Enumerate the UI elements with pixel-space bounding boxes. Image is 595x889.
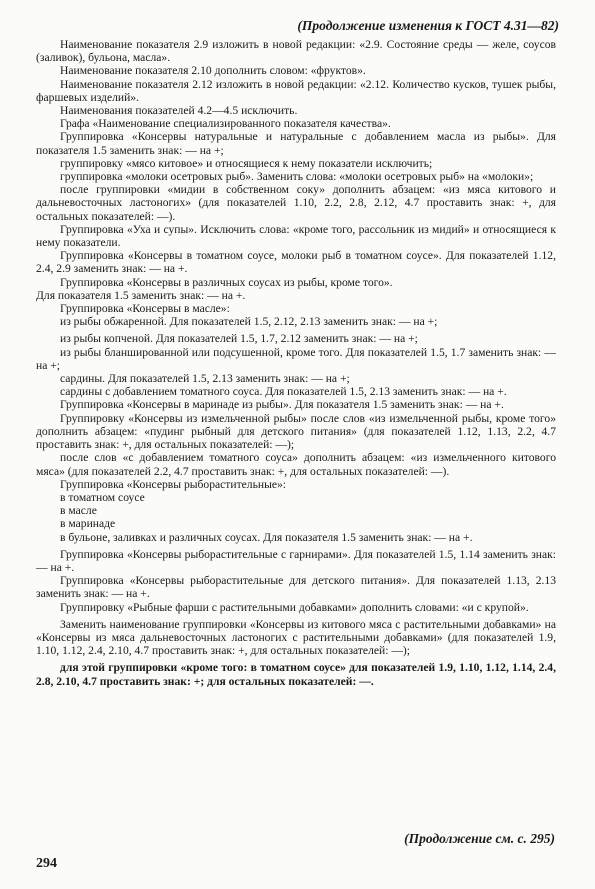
paragraph: Группировка «Консервы натуральные и натуральные с добавлением масла из рыбы». Для показателя 1.5 заменить знак: — на +; xyxy=(36,130,556,157)
paragraph: в маринаде xyxy=(60,517,116,531)
paragraph: Группировку «Консервы из измельченной рыбы» после слов «из измельченной рыбы, кроме того» дополнить абзацем: «пудинг рыбный для детского питания» (для показателей 1.12, 1.13, 2.2, 4.7 проставить знак: +, для остальных показателей: —); xyxy=(36,411,556,452)
paragraph: Наименование показателя 2.10 дополнить словом: «фруктов». xyxy=(60,64,366,78)
paragraph: Группировка «Уха и супы». Исключить слова: «кроме того, рассольник из мидий» и относящиеся к нему показатели. xyxy=(36,222,556,250)
paragraph: Для показателя 1.5 заменить знак: — на +. xyxy=(36,288,246,302)
paragraph: в бульоне, заливках и различных соусах. Для показателя 1.5 заменить знак: — на +. xyxy=(60,530,473,544)
paragraph: сардины. Для показателей 1.5, 2.13 заменить знак: — на +; xyxy=(60,372,350,386)
paragraph: для этой группировки «кроме того: в томатном соусе» для показателей 1.9, 1.10, 1.12, 1.14, 2.4, 2.8, 2.10, 4.7 проставить знак: +; для остальных показателей: —. xyxy=(36,661,556,688)
paragraph: в томатном соусе xyxy=(60,490,145,504)
running-header: (Продолжение изменения к ГОСТ 4.31—82) xyxy=(297,18,559,33)
continuation-note: (Продолжение см. с. 295) xyxy=(404,831,555,846)
paragraph: Группировка «Консервы в томатном соусе, молоки рыб в томатном соусе». Для показателей 1.12, 2.4, 2.9 заменить знак: — на +. xyxy=(36,249,556,276)
paragraph: группировка «молоки осетровых рыб». Заменить слова: «молоки осетровых рыб» на «молоки»; xyxy=(60,170,534,184)
paragraph: Наименование показателя 2.12 изложить в новой редакции: «2.12. Количество кусков, тушек рыбы, фаршевых изделий». xyxy=(36,77,556,104)
paragraph: Группировка «Консервы в маринаде из рыбы». Для показателя 1.5 заменить знак: — на +. xyxy=(60,398,504,412)
paragraph: Группировка «Консервы в различных соусах из рыбы, кроме того». xyxy=(60,275,393,289)
paragraph: из рыбы обжаренной. Для показателей 1.5, 2.12, 2.13 заменить знак: — на +; xyxy=(60,315,438,329)
body-text xyxy=(36,38,556,688)
paragraph: Группировку «Рыбные фарши с растительными добавками» дополнить словами: «и с крупой». xyxy=(60,600,529,614)
paragraph: после слов «с добавлением томатного соуса» дополнить абзацем: «из измельченного китового мяса» (для показателей 2.2, 4.7 проставить знак: +, для остальных показателей: —). xyxy=(36,451,556,478)
paragraph: из рыбы копченой. Для показателей 1.5, 1.7, 2.12 заменить знак: — на +; xyxy=(60,332,418,346)
paragraph: Графа «Наименование специализированного показателя качества». xyxy=(60,117,391,131)
paragraph: в масле xyxy=(60,504,97,518)
paragraph: Наименование показателя 2.9 изложить в новой редакции: «2.9. Состояние среды — желе, соусов (заливок), бульона, масла». xyxy=(36,38,556,65)
paragraph: Заменить наименование группировки «Консервы из китового мяса с растительными добавками» на «Консервы из мяса дальневосточных ластоногих с растительными добавками» (для показателей 1.9, 1.10, 1.12, 2.4, 2.10, 4.7 проставить знак: +, для остальных показателей: —); xyxy=(36,617,556,658)
paragraph: группировку «мясо китовое» и относящиеся к нему показатели исключить; xyxy=(60,156,433,170)
paragraph: Группировка «Консервы рыборастительные с гарнирами». Для показателей 1.5, 1.14 заменить знак: — на +. xyxy=(36,547,556,574)
paragraph: из рыбы бланшированной или подсушенной, кроме того. Для показателей 1.5, 1.7 заменить знак: — на +; xyxy=(36,345,556,372)
paragraph: после группировки «мидии в собственном соку» дополнить абзацем: «из мяса китового и дальневосточных ластоногих» (для показателей 1.10, 2.2, 2.8, 2.12, 4.7 проставить знак: +, для остальных показателей: —). xyxy=(36,183,556,223)
paragraph: Наименования показателей 4.2—4.5 исключить. xyxy=(60,104,298,118)
paragraph: Группировка «Консервы в масле»: xyxy=(60,302,230,316)
paragraph: сардины с добавлением томатного соуса. Для показателей 1.5, 2.13 заменить знак: — на +. xyxy=(60,385,507,399)
paragraph: Группировка «Консервы рыборастительные для детского питания». Для показателей 1.13, 2.13 заменить знак: — на +. xyxy=(36,574,556,601)
page-number: 294 xyxy=(36,856,57,871)
paragraph: Группировка «Консервы рыборастительные»: xyxy=(60,477,287,491)
